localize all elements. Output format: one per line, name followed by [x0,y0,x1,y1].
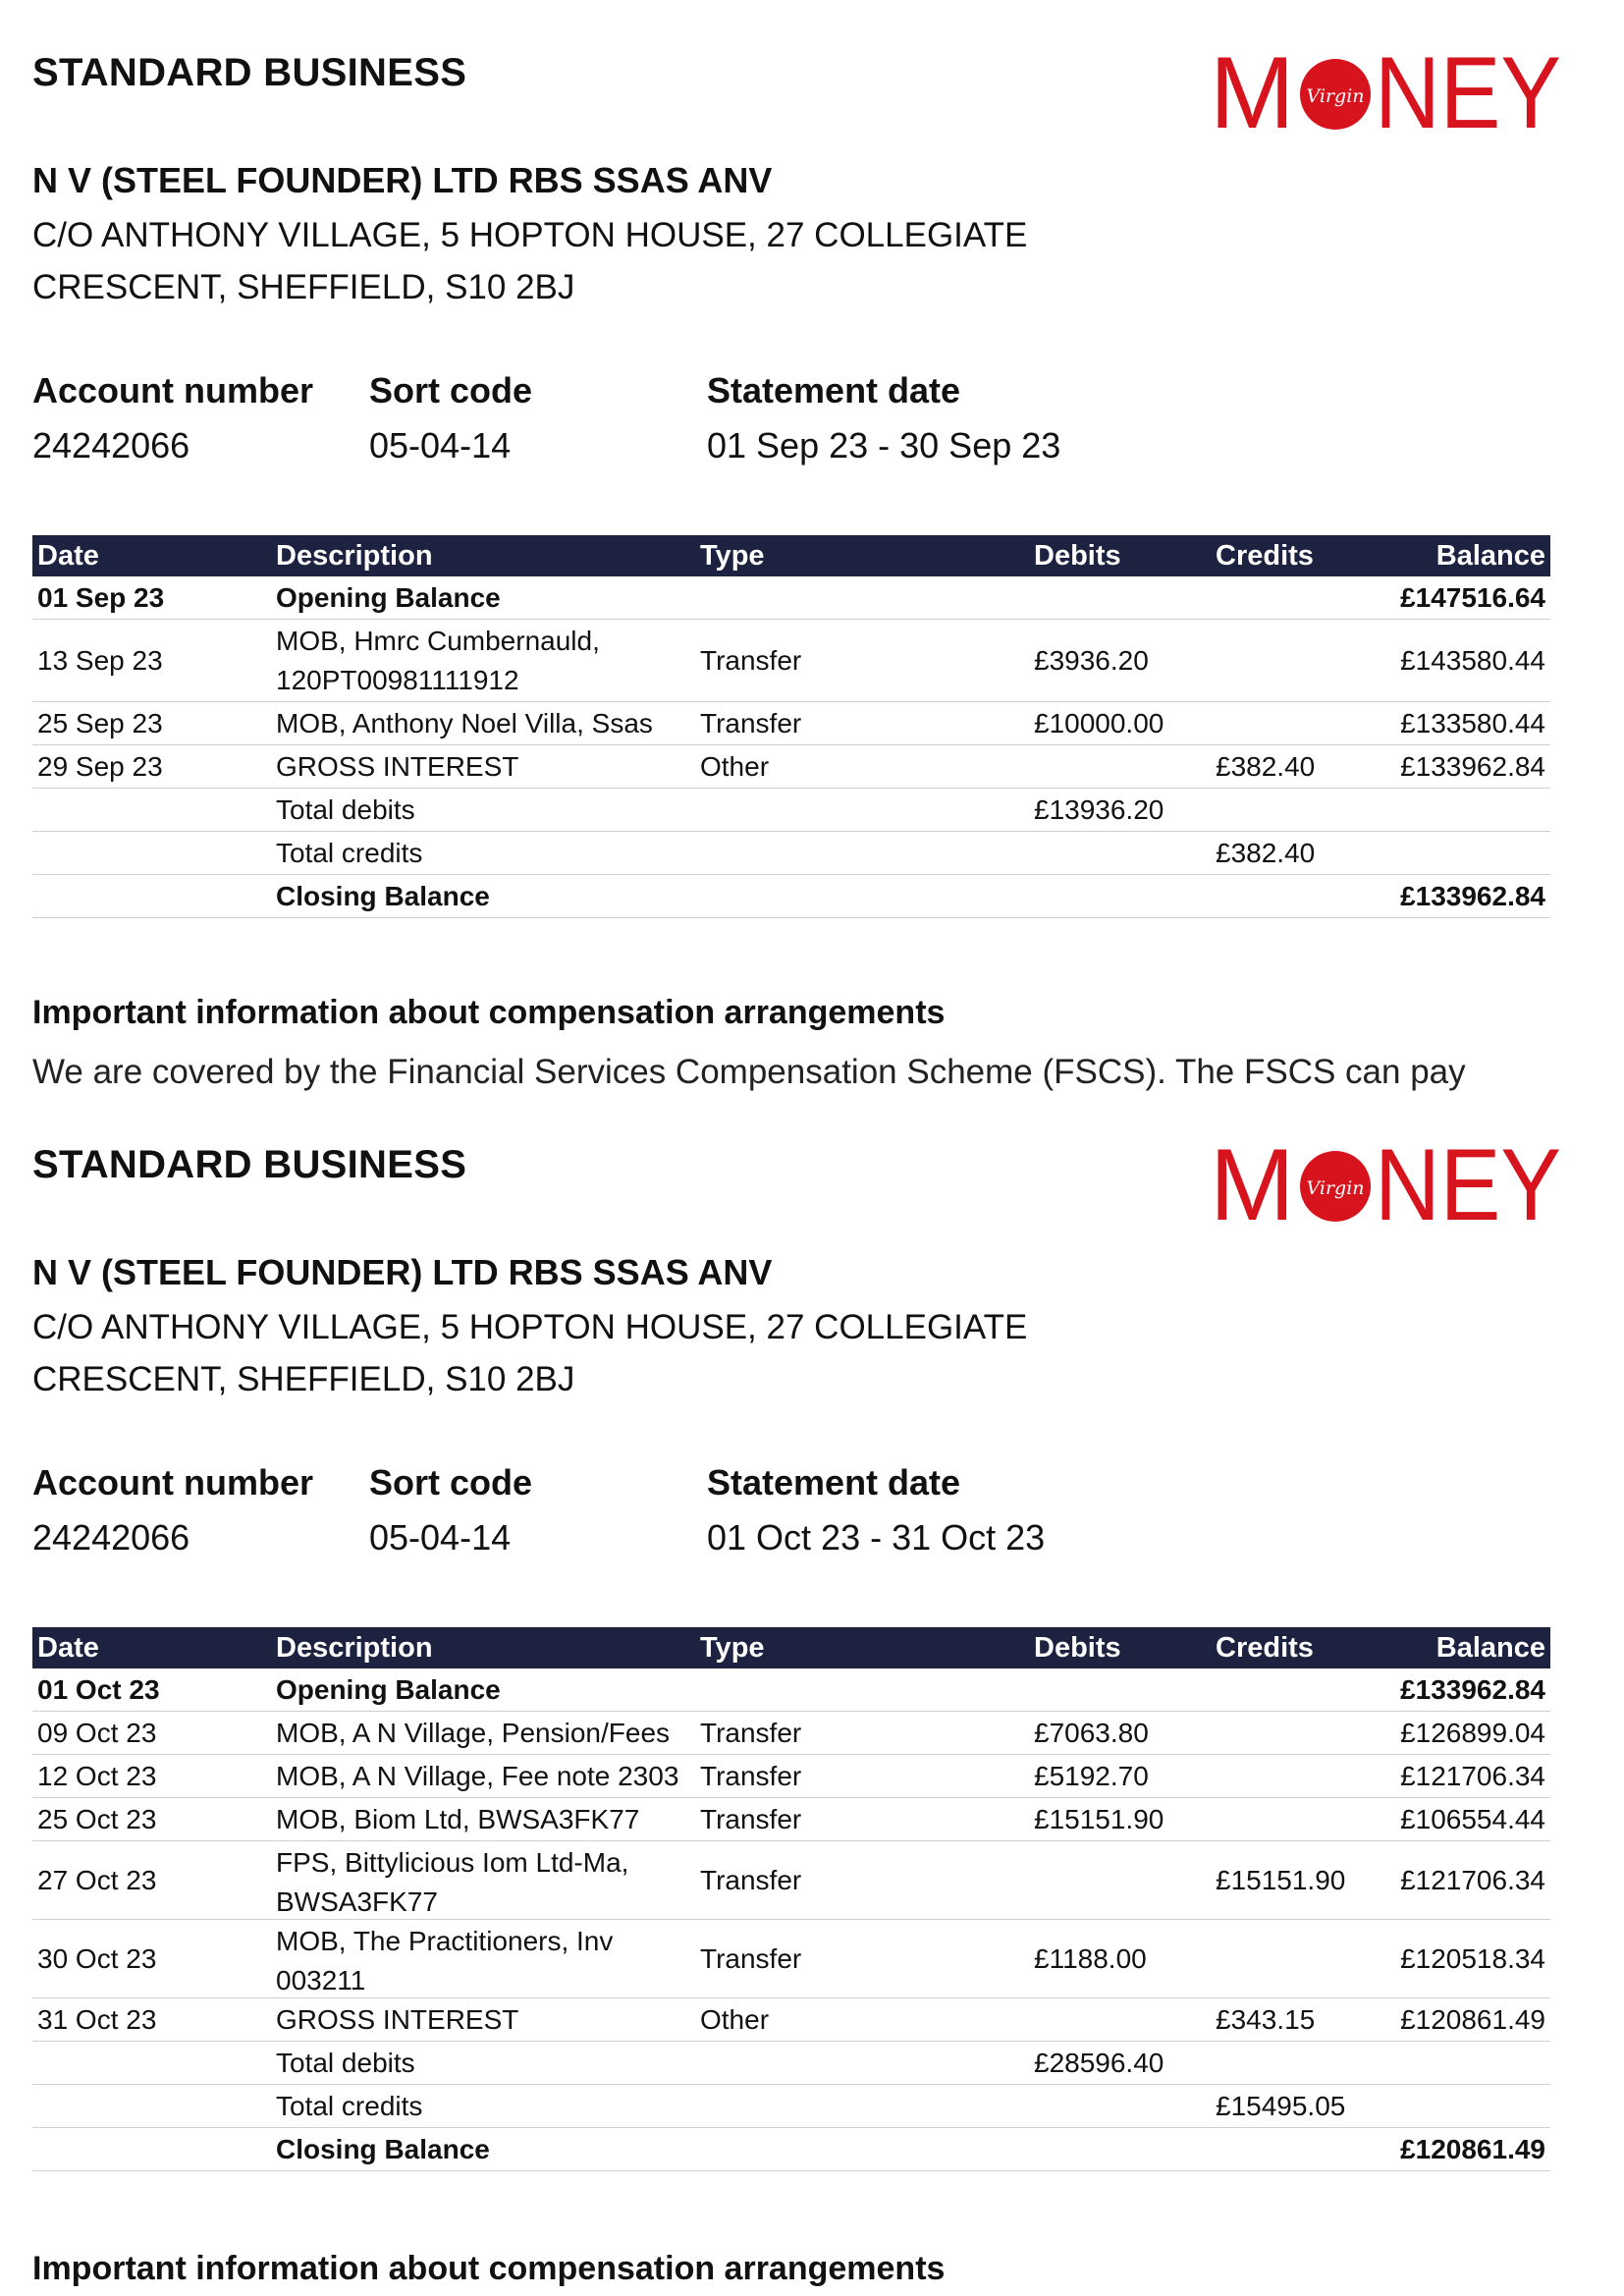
header-date: Date [37,1632,99,1664]
row-description [276,704,708,743]
row-description-line1: MOB, Hmrc Cumbernauld, [276,626,600,656]
table-row [32,832,1550,875]
row-balance: £133962.84 [1400,1674,1545,1705]
logo-m: M [1210,36,1295,150]
compensation-text-cut [32,1053,1564,1091]
table-header [32,1627,1550,1668]
transactions-table [32,1627,1550,2171]
row-credit: £382.40 [1216,838,1316,868]
logo-ney: NEY [1375,1128,1561,1242]
transactions-table [32,535,1550,918]
row-date: 27 Oct 23 [37,1865,157,1895]
statement-october [0,1092,1624,2287]
table-row [32,1798,1550,1841]
header-description: Description [276,540,433,572]
account-number-label: Account number [32,370,314,410]
row-description-line1: MOB, The Practitioners, Inv [276,1926,614,1956]
row-date: 01 Oct 23 [37,1674,160,1705]
row-balance: £133580.44 [1400,708,1545,738]
row-description [276,1714,708,1753]
row-description [276,1843,708,1922]
logo-badge-text: Virgin [1306,85,1365,107]
virgin-money-logo [1210,1128,1563,1242]
statement-date-label: Statement date [707,1462,961,1503]
sort-code-label: Sort code [369,370,533,410]
table-row [32,1998,1550,2042]
row-type: Transfer [700,1804,802,1834]
row-date: 31 Oct 23 [37,2004,157,2035]
row-description-line1: Total debits [276,2048,415,2078]
header-credits: Credits [1216,1632,1314,1664]
row-balance: £133962.84 [1400,751,1545,782]
compensation-text: We are covered by the Financial Services Compensation Scheme (FSCS). The FSCS can pay [32,1053,1466,1091]
row-description-line2: 003211 [276,1965,366,1995]
row-description [276,1800,708,1839]
row-description-line1: Opening Balance [276,582,501,613]
address-line-1: C/O ANTHONY VILLAGE, 5 HOPTON HOUSE, 27 COLLEGIATE [32,1308,1028,1346]
table-row [32,875,1550,918]
header-debits: Debits [1034,1632,1121,1664]
row-balance: £147516.64 [1400,582,1545,613]
statement-date-label: Statement date [707,370,961,410]
company-name: N V (STEEL FOUNDER) LTD RBS SSAS ANV [32,1252,773,1292]
table-row [32,789,1550,832]
header-description: Description [276,1632,433,1664]
row-debit: £15151.90 [1034,1804,1164,1834]
table-row [32,2042,1550,2085]
logo-m: M [1210,1128,1295,1242]
row-description-line1: FPS, Bittylicious Iom Ltd-Ma, [276,1847,629,1878]
sort-code: 05-04-14 [369,425,512,465]
row-debit: £1188.00 [1034,1943,1147,1974]
row-date: 30 Oct 23 [37,1943,157,1974]
row-type: Transfer [700,1718,802,1748]
account-number-label: Account number [32,1462,314,1503]
row-credit: £382.40 [1216,751,1316,782]
row-type: Other [700,751,770,782]
row-balance: £121706.34 [1400,1761,1545,1791]
row-debit: £28596.40 [1034,2048,1164,2078]
row-debit: £7063.80 [1034,1718,1149,1748]
row-description-line1: MOB, A N Village, Fee note 2303 [276,1761,679,1791]
table-row [32,2128,1550,2171]
table-row [32,702,1550,745]
row-description-line1: GROSS INTEREST [276,2004,519,2035]
address-line-1: C/O ANTHONY VILLAGE, 5 HOPTON HOUSE, 27 COLLEGIATE [32,216,1028,254]
row-description [276,578,708,618]
row-description-line1: MOB, A N Village, Pension/Fees [276,1718,671,1748]
row-description [276,2087,708,2126]
row-description [276,1757,708,1796]
virgin-money-logo [1210,36,1563,150]
row-description [276,877,708,916]
table-row [32,620,1550,702]
row-description [276,1922,708,2000]
row-description-line1: Total credits [276,2091,423,2121]
row-debit: £13936.20 [1034,794,1164,825]
row-type: Other [700,2004,770,2035]
row-balance: £106554.44 [1400,1804,1545,1834]
row-description [276,747,708,787]
header-debits: Debits [1034,540,1121,572]
row-description-line2: BWSA3FK77 [276,1886,438,1917]
row-balance: £143580.44 [1400,645,1545,676]
header-type: Type [700,1632,765,1664]
row-description-line1: MOB, Anthony Noel Villa, Ssas [276,708,653,738]
row-debit: £5192.70 [1034,1761,1149,1791]
row-balance: £121706.34 [1400,1865,1545,1895]
row-description [276,622,708,700]
row-description-line2: 120PT00981111912 [276,665,519,695]
table-row [32,1712,1550,1755]
row-debit: £10000.00 [1034,708,1164,738]
address-line-2: CRESCENT, SHEFFIELD, S10 2BJ [32,268,575,306]
row-date: 09 Oct 23 [37,1718,157,1748]
row-description [276,2044,708,2083]
row-description [276,1670,708,1710]
row-date: 13 Sep 23 [37,645,163,676]
address-line-2: CRESCENT, SHEFFIELD, S10 2BJ [32,1360,575,1398]
account-number: 24242066 [32,1517,190,1558]
row-type: Transfer [700,645,802,676]
row-balance: £133962.84 [1400,881,1545,911]
row-type: Transfer [700,1943,802,1974]
statement-september [0,0,1624,1100]
table-row [32,1755,1550,1798]
table-header [32,535,1550,576]
row-description-line1: Total debits [276,794,415,825]
table-row [32,2085,1550,2128]
row-balance: £120518.34 [1400,1943,1545,1974]
compensation-heading: Important information about compensation arrangements [32,994,946,1031]
product-title: STANDARD BUSINESS [32,51,467,94]
account-number: 24242066 [32,425,190,465]
row-description [276,791,708,830]
row-balance: £120861.49 [1400,2004,1545,2035]
row-description-line1: GROSS INTEREST [276,751,519,782]
compensation-heading: Important information about compensation arrangements [32,2250,946,2287]
row-date: 25 Oct 23 [37,1804,157,1834]
row-description-line1: MOB, Biom Ltd, BWSA3FK77 [276,1804,640,1834]
row-description [276,834,708,873]
row-credit: £15495.05 [1216,2091,1346,2121]
row-balance: £120861.49 [1400,2134,1545,2164]
sort-code: 05-04-14 [369,1517,512,1558]
statement-date: 01 Sep 23 - 30 Sep 23 [707,425,1061,465]
table-row [32,1668,1550,1712]
row-type: Transfer [700,1865,802,1895]
product-title: STANDARD BUSINESS [32,1143,467,1186]
header-balance: Balance [1435,540,1545,572]
statement-date: 01 Oct 23 - 31 Oct 23 [707,1517,1046,1558]
table-row [32,745,1550,789]
row-description-line1: Opening Balance [276,1674,501,1705]
row-date: 12 Oct 23 [37,1761,157,1791]
header-credits: Credits [1216,540,1314,572]
row-description [276,2130,708,2169]
row-description-line1: Total credits [276,838,423,868]
row-type: Transfer [700,1761,802,1791]
table-row [32,1920,1550,1998]
row-date: 25 Sep 23 [37,708,163,738]
row-description-line1: Closing Balance [276,881,490,911]
header-type: Type [700,540,765,572]
row-date: 29 Sep 23 [37,751,163,782]
header-balance: Balance [1435,1632,1545,1664]
header-date: Date [37,540,99,572]
row-description-line1: Closing Balance [276,2134,490,2164]
table-row [32,576,1550,620]
sort-code-label: Sort code [369,1462,533,1503]
logo-badge-text: Virgin [1306,1177,1365,1199]
row-debit: £3936.20 [1034,645,1149,676]
row-date: 01 Sep 23 [37,582,165,613]
table-row [32,1841,1550,1920]
row-description [276,2000,708,2040]
logo-ney: NEY [1375,36,1561,150]
row-credit: £343.15 [1216,2004,1316,2035]
row-balance: £126899.04 [1400,1718,1545,1748]
row-credit: £15151.90 [1216,1865,1346,1895]
row-type: Transfer [700,708,802,738]
company-name: N V (STEEL FOUNDER) LTD RBS SSAS ANV [32,160,773,200]
